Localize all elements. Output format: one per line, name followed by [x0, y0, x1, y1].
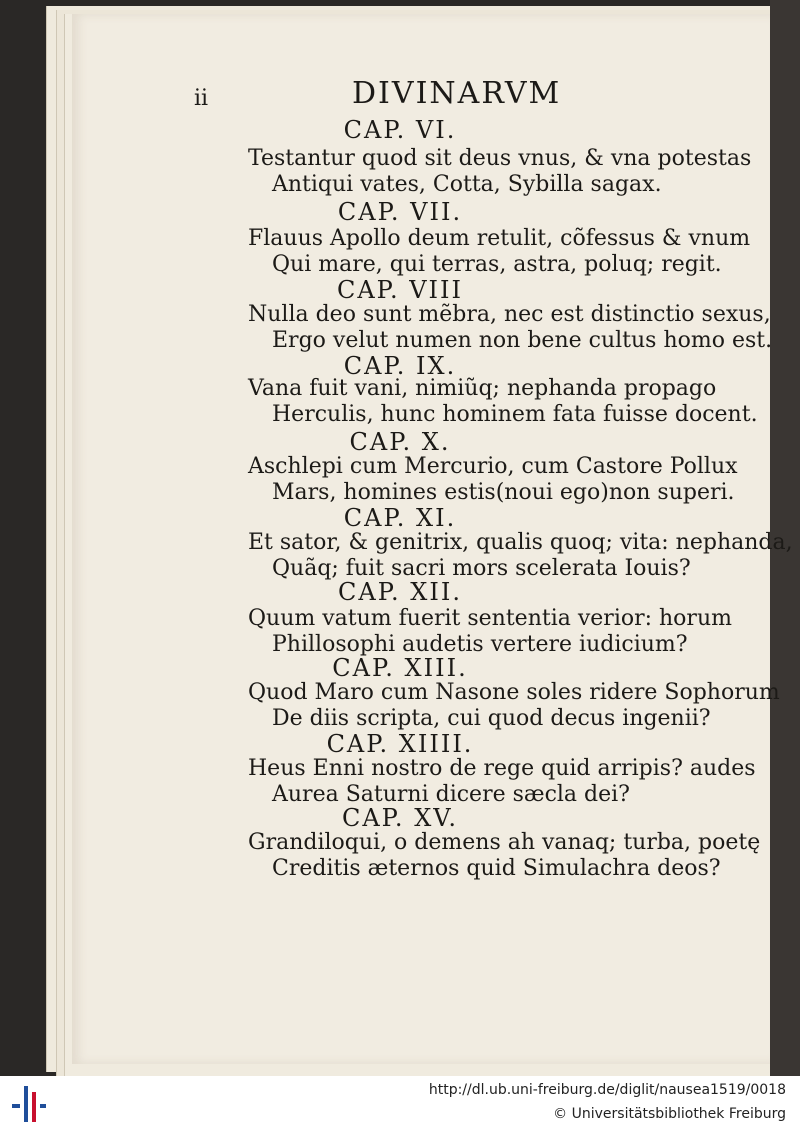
- chapter-heading: CAP. XIIII.: [326, 730, 474, 758]
- verse-line: Grandiloqui, o demens ah vanaq; turba, poetę: [248, 830, 761, 855]
- library-logo-icon: [8, 1084, 48, 1124]
- verse-line: De diis scripta, cui quod decus ingenii?: [272, 706, 711, 731]
- verse-line: Herculis, hunc hominem fata fuisse docent.: [272, 402, 758, 427]
- copyright-notice: © Universitätsbibliothek Freiburg: [553, 1106, 786, 1122]
- permalink-url[interactable]: http://dl.ub.uni-freiburg.de/diglit/nausea1519/0018: [428, 1082, 786, 1098]
- chapter-heading: CAP. IX.: [343, 352, 457, 380]
- folio-number: ii: [194, 86, 209, 111]
- running-head: DIVINARVM: [352, 76, 562, 111]
- chapter-heading: CAP. VI.: [343, 116, 457, 144]
- verse-line: Creditis æternos quid Simulachra deos?: [272, 856, 721, 881]
- verse-line: Heus Enni nostro de rege quid arripis? audes: [248, 756, 756, 781]
- verse-line: Phillosophi audetis vertere iudicium?: [272, 632, 688, 657]
- verse-line: Mars, homines estis(noui ego)non superi.: [272, 480, 735, 505]
- verse-line: Nulla deo sunt mẽbra, nec est distinctio sexus,: [248, 302, 771, 327]
- chapter-heading: CAP. XI.: [343, 504, 457, 532]
- chapter-heading: CAP. XIII.: [332, 654, 468, 682]
- verse-line: Aschlepi cum Mercurio, cum Castore Pollux: [248, 454, 738, 479]
- verse-line: Antiqui vates, Cotta, Sybilla sagax.: [272, 172, 662, 197]
- verse-line: Quãq; fuit sacri mors scelerata Iouis?: [272, 556, 691, 581]
- verse-line: Quod Maro cum Nasone soles ridere Sophorum: [248, 680, 780, 705]
- viewer-footer: [0, 1076, 800, 1132]
- verse-line: Quum vatum fuerit sententia verior: horum: [248, 606, 732, 631]
- chapter-heading: CAP. VIII: [336, 276, 463, 304]
- chapter-heading: CAP. VII.: [337, 198, 463, 226]
- verse-line: Flauus Apollo deum retulit, cõfessus & vnum: [248, 226, 751, 251]
- verse-line: Aurea Saturni dicere sæcla dei?: [272, 782, 630, 807]
- chapter-heading: CAP. XII.: [338, 578, 462, 606]
- verse-line: Vana fuit vani, nimiũq; nephanda propago: [248, 376, 717, 401]
- verse-line: Qui mare, qui terras, astra, poluq; regit.: [272, 252, 722, 277]
- chapter-heading: CAP. X.: [349, 428, 451, 456]
- verse-line: Testantur quod sit deus vnus, & vna potestas: [248, 146, 752, 171]
- chapter-heading: CAP. XV.: [341, 804, 459, 832]
- verse-line: Et sator, & genitrix, qualis quoq; vita: nephanda,: [248, 530, 793, 555]
- verse-line: Ergo velut numen non bene cultus homo est.: [272, 328, 773, 353]
